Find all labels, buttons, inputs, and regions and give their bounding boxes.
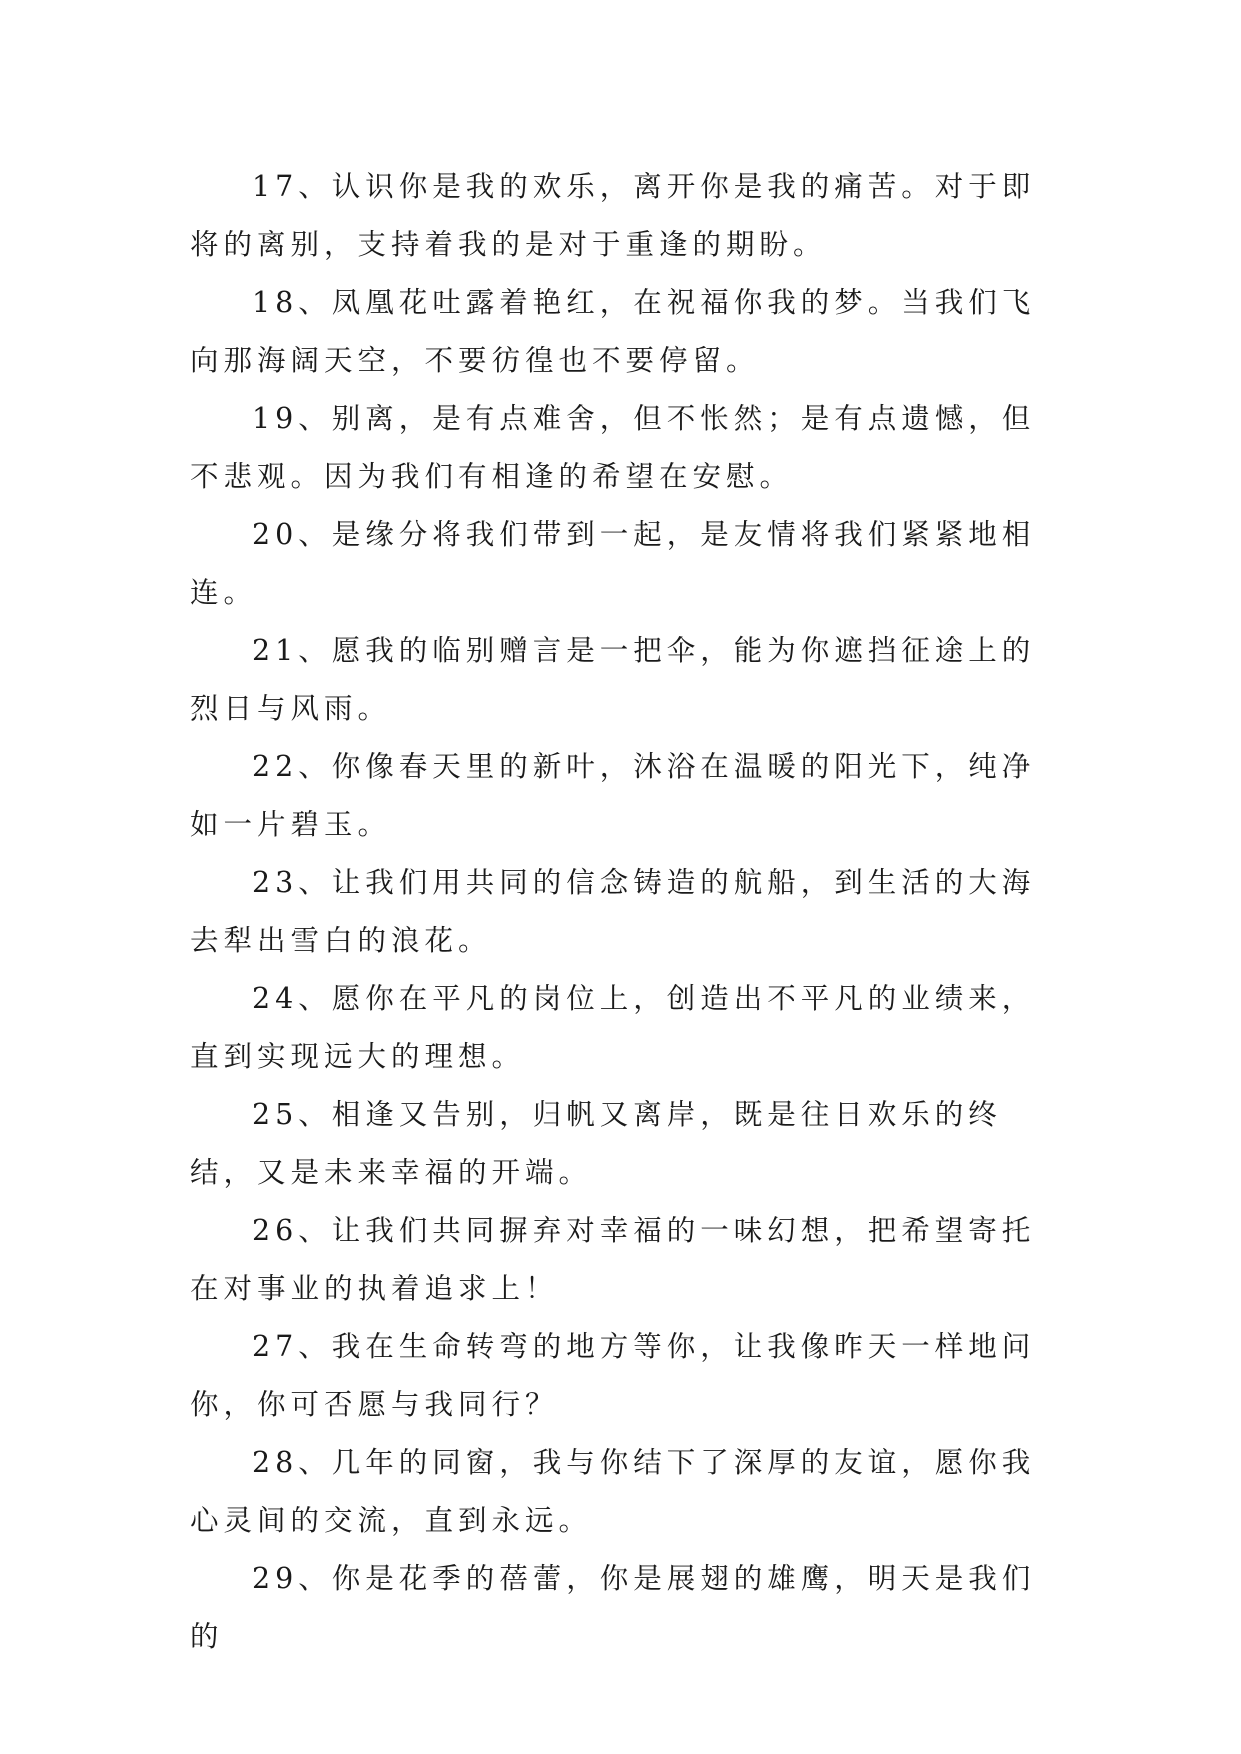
paragraph-26: 26、让我们共同摒弃对幸福的一味幻想，把希望寄托在对事业的执着追求上！ [190, 1214, 1036, 1305]
paragraph-23: 23、让我们用共同的信念铸造的航船，到生活的大海去犁出雪白的浪花。 [190, 866, 1036, 957]
paragraph-17: 17、认识你是我的欢乐，离开你是我的痛苦。对于即将的离别，支持着我的是对于重逢的期盼。 [190, 170, 1036, 261]
paragraph-22: 22、你像春天里的新叶，沐浴在温暖的阳光下，纯净如一片碧玉。 [190, 750, 1036, 841]
paragraph-27: 27、我在生命转弯的地方等你，让我像昨天一样地问你，你可否愿与我同行？ [190, 1330, 1036, 1421]
paragraph-18: 18、凤凰花吐露着艳红，在祝福你我的梦。当我们飞向那海阔天空，不要彷徨也不要停留。 [190, 286, 1036, 377]
paragraph-21: 21、愿我的临别赠言是一把伞，能为你遮挡征途上的烈日与风雨。 [190, 634, 1036, 725]
paragraph-24: 24、愿你在平凡的岗位上，创造出不平凡的业绩来，直到实现远大的理想。 [190, 982, 1036, 1073]
paragraph-25: 25、相逢又告别，归帆又离岸，既是往日欢乐的终结，又是未来幸福的开端。 [190, 1098, 1002, 1189]
paragraph-29: 29、你是花季的蓓蕾，你是展翅的雄鹰，明天是我们的 [190, 1562, 1036, 1653]
paragraph-28: 28、几年的同窗，我与你结下了深厚的友谊，愿你我心灵间的交流，直到永远。 [190, 1446, 1036, 1537]
paragraph-20: 20、是缘分将我们带到一起，是友情将我们紧紧地相连。 [190, 518, 1036, 609]
document-body [190, 158, 1060, 1666]
paragraph-19: 19、别离，是有点难舍，但不怅然；是有点遗憾，但不悲观。因为我们有相逢的希望在安慰。 [190, 402, 1036, 493]
